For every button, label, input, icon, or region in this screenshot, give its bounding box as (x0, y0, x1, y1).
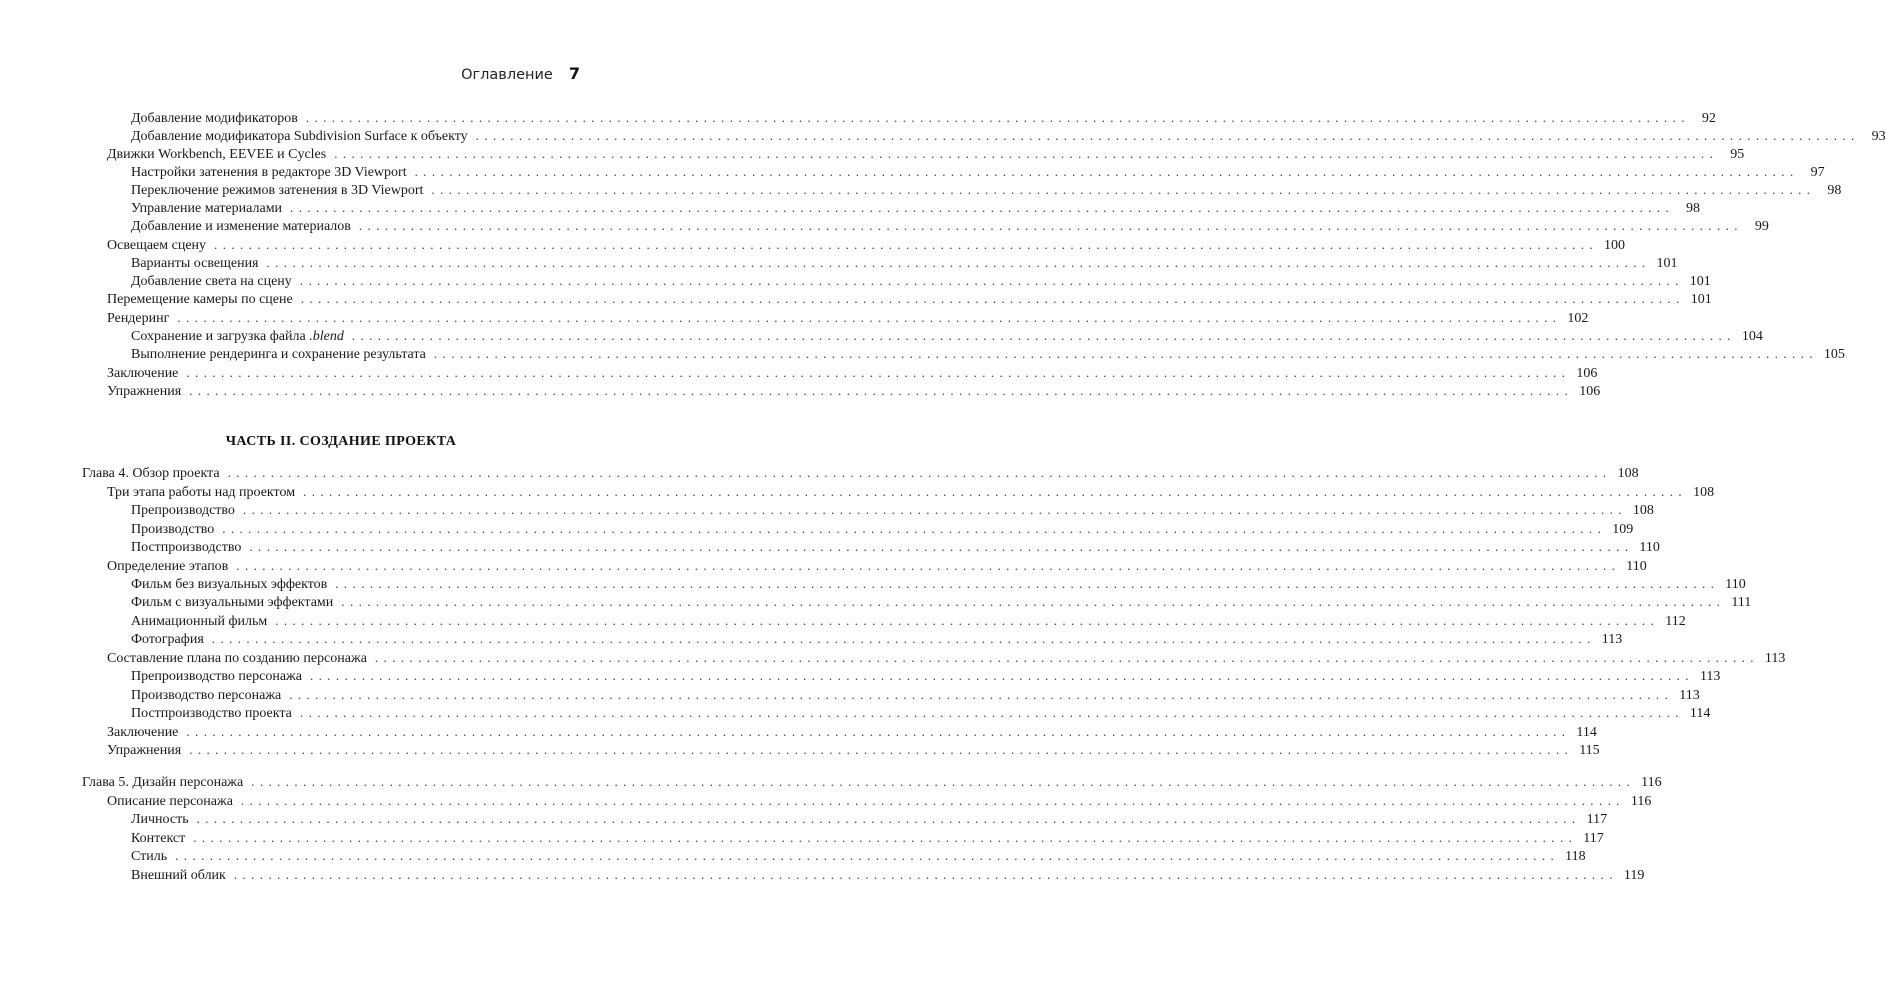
toc-entry-title: Заключение (107, 366, 179, 381)
toc-entry-title: Упражнения (107, 384, 182, 399)
toc-entry-page: 116 (1630, 794, 1652, 809)
toc-entry-title: Управление материалами (131, 201, 283, 216)
toc-entry-title: Личность (131, 812, 189, 827)
dot-leader: ................................................................................................................................................................ (193, 830, 1578, 845)
toc-entry-page: 114 (1576, 725, 1597, 740)
toc-entry[interactable] (131, 687, 1700, 705)
toc-entry[interactable] (131, 218, 1769, 236)
dot-leader: ................................................................................................................................................................ (275, 613, 1660, 628)
dot-leader: ................................................................................................................................................................ (175, 848, 1560, 863)
toc-entry[interactable] (131, 613, 1686, 631)
dot-leader: ................................................................................................................................................................ (309, 668, 1694, 683)
dot-leader: ................................................................................................................................................................ (299, 705, 1684, 720)
toc-entry[interactable] (131, 182, 1842, 200)
toc-entry-title: Добавление модификаторов (131, 111, 298, 126)
toc-entry-title: Упражнения (107, 743, 182, 758)
dot-leader: ................................................................................................................................................................ (358, 218, 1743, 233)
toc-entry-title: Определение этапов (107, 559, 229, 574)
toc-entry[interactable] (107, 146, 1745, 164)
toc-entry-title: Рендеринг (107, 311, 170, 326)
toc-entry[interactable] (107, 793, 1652, 811)
dot-leader: ................................................................................................................................................................ (374, 650, 1759, 665)
toc-entry-title: Внешний облик (131, 868, 226, 883)
toc-entry-title: Перемещение камеры по сцене (107, 292, 293, 307)
toc-entry[interactable] (131, 521, 1634, 539)
toc-entry-title: Производство (131, 522, 215, 537)
toc-entry-page: 101 (1690, 292, 1712, 307)
dot-leader: ................................................................................................................................................................ (305, 110, 1690, 125)
dot-leader: ................................................................................................................................................................ (475, 128, 1860, 143)
toc-entry-page: 108 (1632, 503, 1654, 518)
toc-entry[interactable] (131, 830, 1604, 848)
toc-entry[interactable] (107, 310, 1589, 328)
toc-entry-page: 119 (1623, 868, 1645, 883)
toc-entry-page: 113 (1601, 632, 1623, 647)
dot-leader: ................................................................................................................................................................ (289, 687, 1674, 702)
toc-entry[interactable] (131, 255, 1678, 273)
dot-leader: ................................................................................................................................................................ (186, 724, 1571, 739)
dot-leader: ................................................................................................................................................................ (211, 631, 1596, 646)
toc-entry-title: Постпроизводство проекта (131, 706, 292, 721)
toc-entry-title: Фильм без визуальных эффектов (131, 577, 328, 592)
toc-entry[interactable] (131, 848, 1586, 866)
toc-entry[interactable] (131, 668, 1721, 686)
toc-entry-title: Постпроизводство (131, 540, 242, 555)
toc-entry-page: 95 (1730, 147, 1745, 162)
part-title: ЧАСТЬ II. СОЗДАНИЕ ПРОЕКТА (225, 434, 457, 449)
toc-entry[interactable] (131, 811, 1608, 829)
toc-entry[interactable] (131, 273, 1711, 291)
toc-entry-page: 104 (1741, 329, 1763, 344)
header-title: Оглавление (461, 67, 553, 83)
toc-entry-title: Переключение режимов затенения в 3D Viewport (131, 183, 424, 198)
toc-entry[interactable] (131, 110, 1716, 128)
toc-entry[interactable] (131, 346, 1845, 364)
dot-leader: ................................................................................................................................................................ (227, 465, 1612, 480)
dot-leader: ................................................................................................................................................................ (431, 182, 1816, 197)
toc-entry-page: 114 (1689, 706, 1711, 721)
toc-entry[interactable] (107, 237, 1626, 255)
toc-entry[interactable] (131, 502, 1654, 520)
toc-entry-page: 105 (1823, 347, 1845, 362)
toc-entry-page: 108 (1693, 485, 1715, 500)
toc-entry[interactable] (107, 742, 1600, 760)
dot-leader: ................................................................................................................................................................ (189, 383, 1574, 398)
toc-entry-page: 97 (1810, 165, 1825, 180)
toc-entry[interactable] (82, 774, 1662, 792)
toc-entry-page: 118 (1565, 849, 1586, 864)
toc-entry-page: 98 (1686, 201, 1701, 216)
toc-entry-page: 101 (1689, 274, 1711, 289)
toc-entry[interactable] (107, 724, 1597, 742)
toc-entry-page: 110 (1639, 540, 1660, 555)
toc-entry[interactable] (131, 867, 1645, 885)
toc-entry[interactable] (107, 365, 1598, 383)
toc-entry-title: Три этапа работы над проектом (107, 485, 296, 500)
toc-entry-page: 113 (1699, 669, 1721, 684)
toc-entry[interactable] (131, 200, 1701, 218)
toc-entry[interactable] (107, 383, 1601, 401)
toc-entry-title: Фильм с визуальными эффектами (131, 595, 334, 610)
header-page-number: 7 (568, 64, 580, 83)
toc-entry[interactable] (131, 328, 1763, 346)
toc-entry-title: Фотография (131, 632, 204, 647)
toc-entry-page: 117 (1583, 831, 1604, 846)
toc-entry-title: Движки Workbench, EEVEE и Cycles (107, 147, 327, 162)
toc-entry-title: Настройки затенения в редакторе 3D Viewport (131, 165, 407, 180)
dot-leader: ................................................................................................................................................................ (303, 484, 1688, 499)
toc-entry-title: Анимационный фильм (131, 614, 268, 629)
toc-entry-title: Добавление модификатора Subdivision Surface к объекту (131, 129, 468, 144)
toc-entry-page: 102 (1567, 311, 1589, 326)
toc-entry-page: 110 (1626, 559, 1647, 574)
toc-entry-page: 98 (1827, 183, 1842, 198)
toc-entry-title: Сохранение и загрузка файла .blend (131, 329, 344, 344)
toc-entry-page: 106 (1579, 384, 1601, 399)
toc-entry-title: Контекст (131, 831, 186, 846)
toc-entry[interactable] (131, 594, 1752, 612)
running-header (461, 64, 580, 88)
dot-leader: ................................................................................................................................................................ (335, 576, 1720, 591)
dot-leader: ................................................................................................................................................................ (334, 146, 1719, 161)
toc-entry[interactable] (107, 291, 1712, 309)
toc-entry[interactable] (107, 558, 1647, 576)
toc-entry-title: Выполнение рендеринга и сохранение результата (131, 347, 426, 362)
dot-leader: ................................................................................................................................................................ (196, 811, 1581, 826)
toc-entry-page: 109 (1612, 522, 1634, 537)
dot-leader: ................................................................................................................................................................ (214, 237, 1599, 252)
dot-leader: ................................................................................................................................................................ (186, 365, 1571, 380)
dot-leader: ................................................................................................................................................................ (290, 200, 1675, 215)
toc-entry-page: 101 (1656, 256, 1678, 271)
dot-leader: ................................................................................................................................................................ (240, 793, 1625, 808)
toc-entry-title: Препроизводство персонажа (131, 669, 302, 684)
toc-entry-page: 100 (1604, 238, 1626, 253)
toc-entry-title: Добавление и изменение материалов (131, 219, 351, 234)
toc-entry[interactable] (131, 128, 1886, 146)
toc-entry-title: Освещаем сцену (107, 238, 207, 253)
dot-leader: ................................................................................................................................................................ (177, 310, 1562, 325)
toc-entry-title: Заключение (107, 725, 179, 740)
toc-entry-page: 113 (1764, 651, 1786, 666)
toc-entry-title: Препроизводство (131, 503, 235, 518)
toc-entry-page: 92 (1701, 111, 1716, 126)
toc-entry[interactable] (82, 465, 1639, 483)
toc-entry-page: 115 (1579, 743, 1600, 758)
dot-leader: ................................................................................................................................................................ (341, 594, 1726, 609)
toc-entry[interactable] (131, 576, 1746, 594)
toc-entry-page: 116 (1641, 775, 1662, 790)
toc-entry[interactable] (131, 705, 1711, 723)
dot-leader: ................................................................................................................................................................ (414, 164, 1799, 179)
toc-entry[interactable] (131, 539, 1660, 557)
toc-entry-page: 110 (1725, 577, 1746, 592)
dot-leader: ................................................................................................................................................................ (236, 558, 1621, 573)
dot-leader: ................................................................................................................................................................ (222, 521, 1607, 536)
toc-entry-page: 106 (1576, 366, 1598, 381)
dot-leader: ................................................................................................................................................................ (433, 346, 1818, 361)
toc-entry-title: Описание персонажа (107, 794, 233, 809)
toc-entry-title: Составление плана по созданию персонажа (107, 651, 367, 666)
dot-leader: ................................................................................................................................................................ (242, 502, 1627, 517)
dot-leader: ................................................................................................................................................................ (233, 867, 1618, 882)
dot-leader: ................................................................................................................................................................ (251, 774, 1636, 789)
toc-entry-page: 99 (1754, 219, 1769, 234)
dot-leader: ................................................................................................................................................................ (189, 742, 1574, 757)
toc-entry-page: 108 (1617, 466, 1639, 481)
toc-entry[interactable] (107, 484, 1715, 502)
toc-entry-page: 93 (1871, 129, 1886, 144)
toc-entry[interactable] (107, 650, 1786, 668)
dot-leader: ................................................................................................................................................................ (351, 328, 1736, 343)
toc-entry-title: Глава 4. Обзор проекта (82, 466, 220, 481)
toc-entry-page: 117 (1586, 812, 1608, 827)
dot-leader: ................................................................................................................................................................ (249, 539, 1634, 554)
toc-entry-title: Глава 5. Дизайн персонажа (82, 775, 244, 790)
toc-entry-page: 111 (1731, 595, 1752, 610)
toc-entry-page: 113 (1679, 688, 1700, 703)
dot-leader: ................................................................................................................................................................ (300, 291, 1685, 306)
toc-entry-title: Стиль (131, 849, 168, 864)
dot-leader: ................................................................................................................................................................ (266, 255, 1651, 270)
toc-entry-title: Варианты освещения (131, 256, 259, 271)
toc-entry-title: Добавление света на сцену (131, 274, 292, 289)
toc-entry[interactable] (131, 631, 1623, 649)
toc-entry-title: Производство персонажа (131, 688, 282, 703)
toc-entry[interactable] (131, 164, 1825, 182)
dot-leader: ................................................................................................................................................................ (299, 273, 1684, 288)
toc-entry-page: 112 (1665, 614, 1686, 629)
